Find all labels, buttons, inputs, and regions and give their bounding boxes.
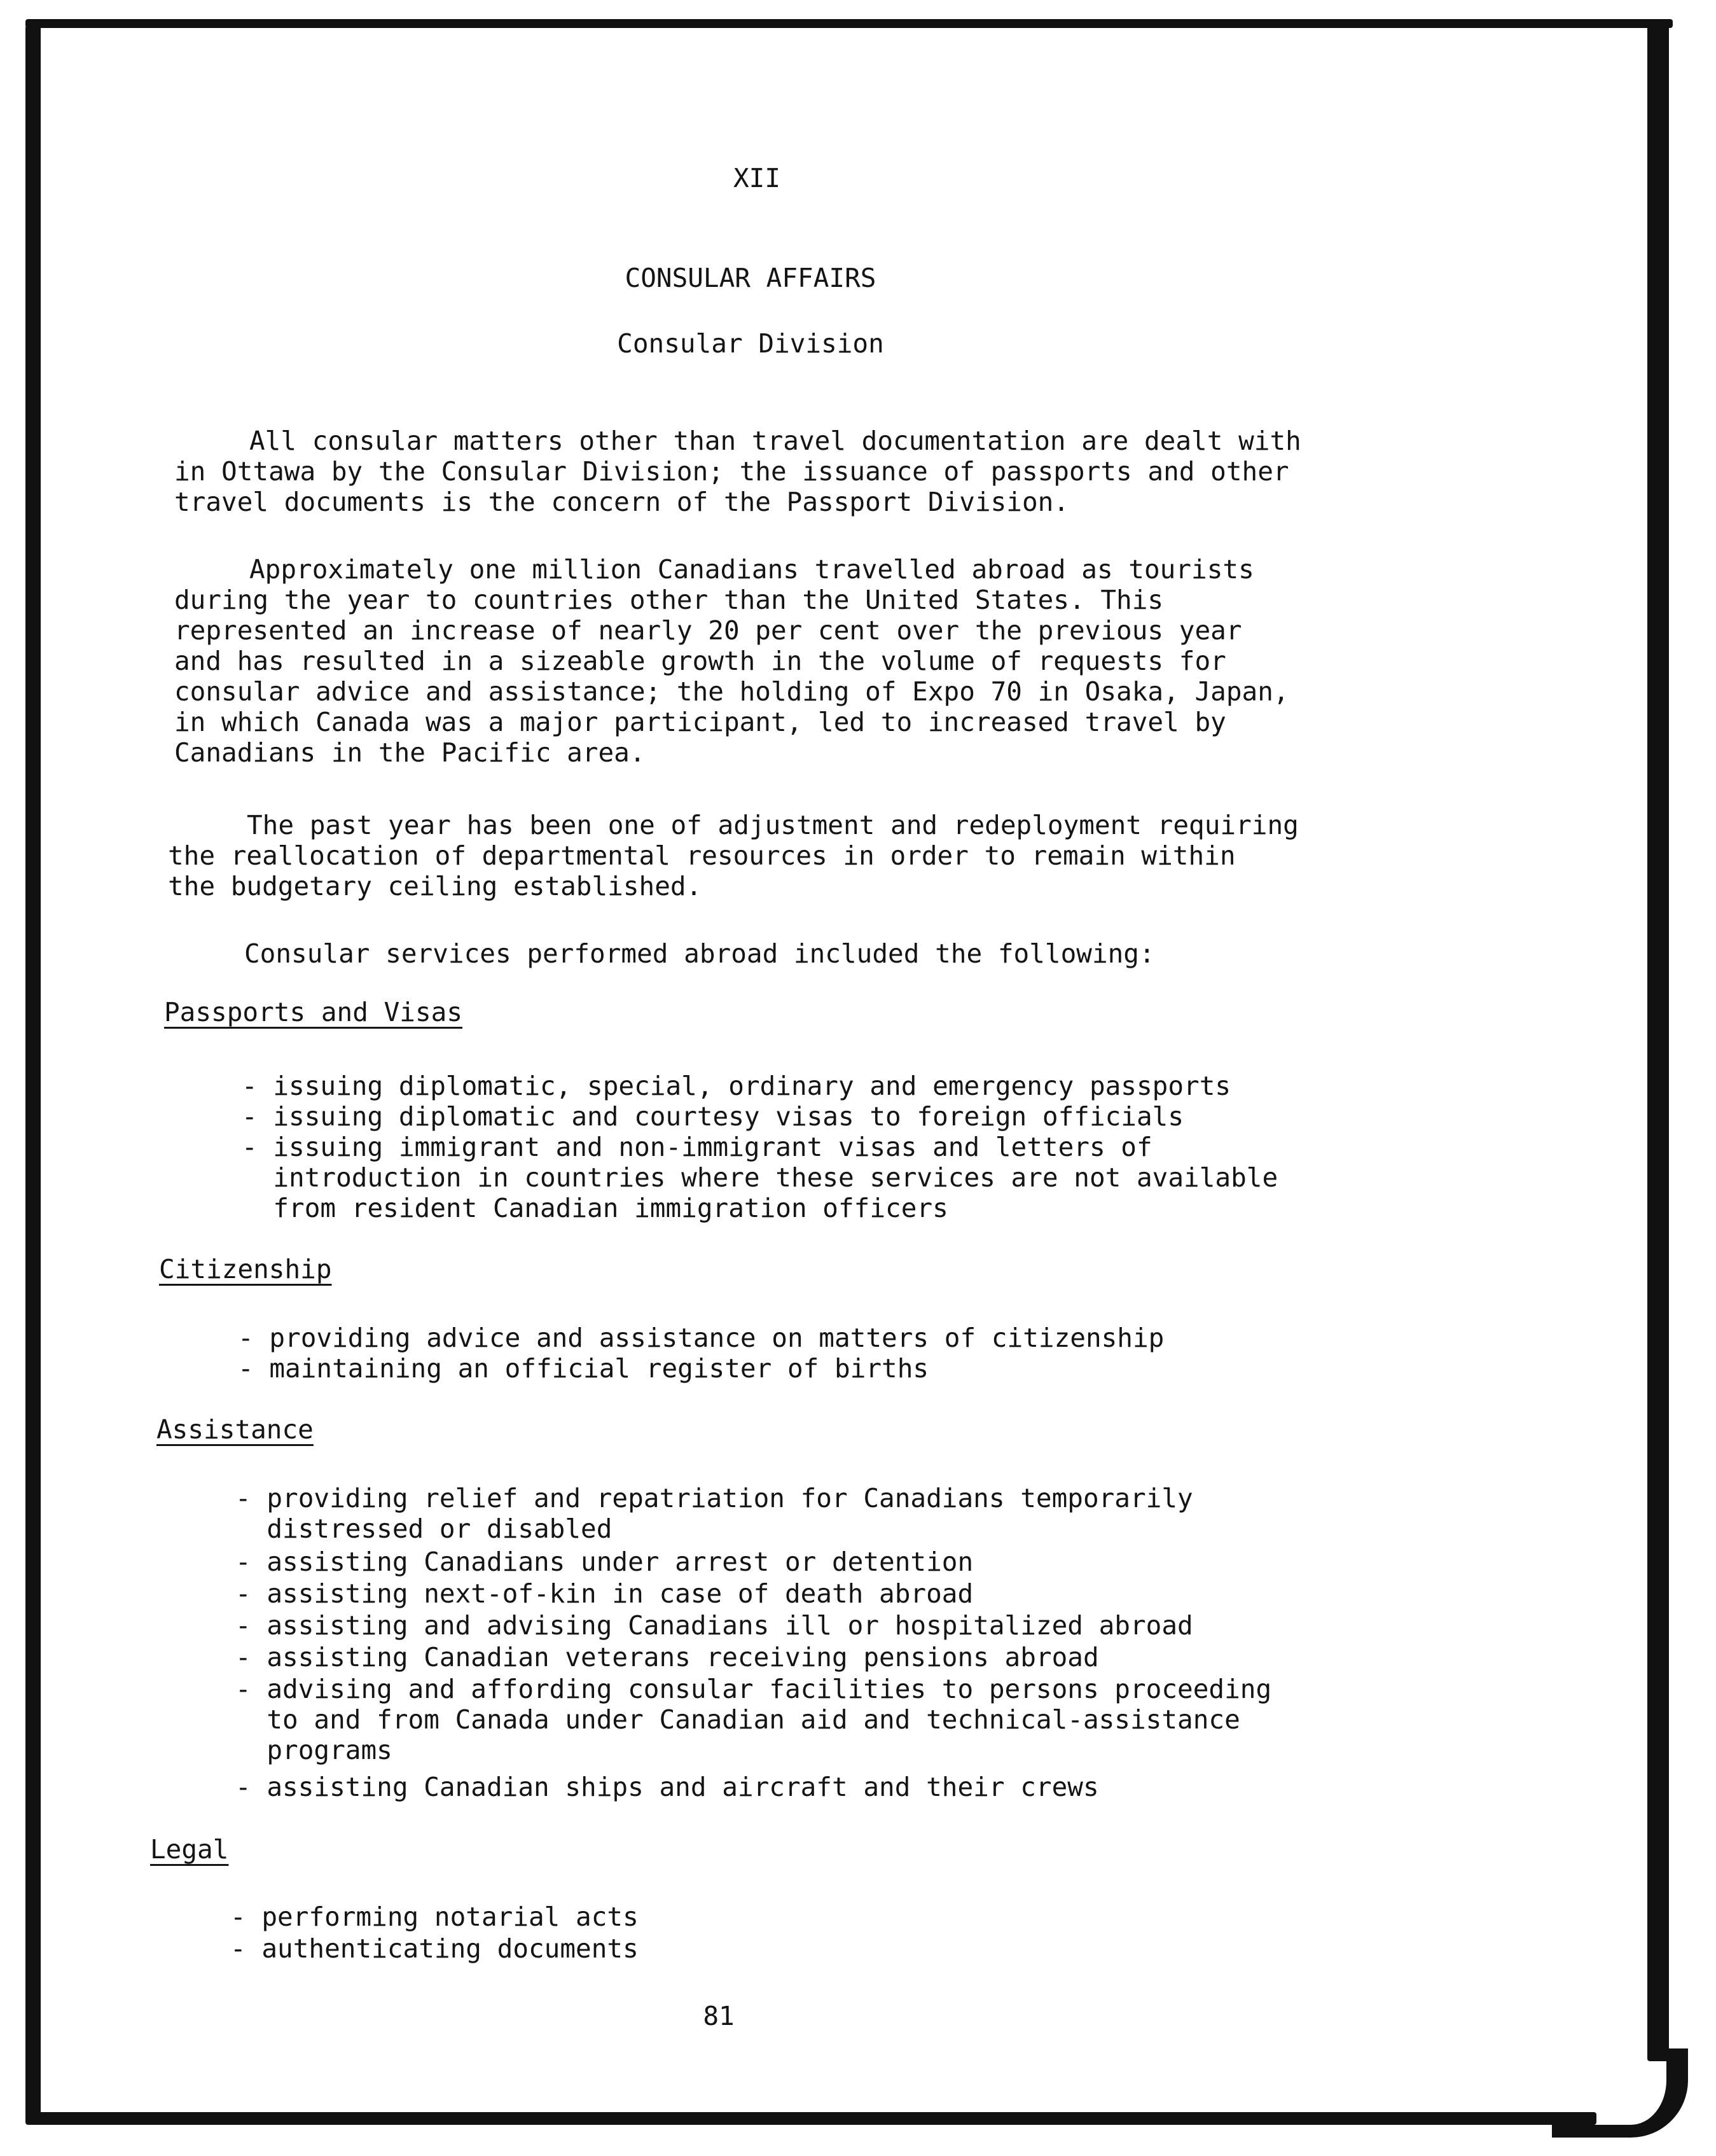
section-heading-citizenship: Citizenship xyxy=(159,1254,332,1284)
list-item-continued: from resident Canadian immigration officers xyxy=(242,1193,948,1223)
list-item: - assisting Canadian ships and aircraft and their crews xyxy=(235,1772,1099,1802)
list-item-continued: distressed or disabled xyxy=(235,1513,612,1544)
paragraph-line: in Ottawa by the Consular Division; the issuance of passports and other xyxy=(174,456,1289,487)
page-border-corner xyxy=(1552,2048,1688,2138)
page-border-right xyxy=(1647,25,1669,2061)
list-item: - issuing diplomatic, special, ordinary and emergency passports xyxy=(242,1071,1231,1101)
paragraph-line: Canadians in the Pacific area. xyxy=(174,737,646,768)
list-item: - maintaining an official register of births xyxy=(238,1353,929,1384)
page-border-top xyxy=(25,19,1673,28)
paragraph-line: The past year has been one of adjustment and redeployment requiring xyxy=(247,810,1299,840)
list-item: - issuing diplomatic and courtesy visas to foreign officials xyxy=(242,1101,1184,1132)
list-item-continued: to and from Canada under Canadian aid and technical-assistance xyxy=(235,1704,1240,1735)
paragraph-line: the budgetary ceiling established. xyxy=(168,871,702,901)
section-heading-legal: Legal xyxy=(150,1834,229,1865)
page-title: CONSULAR AFFAIRS xyxy=(625,263,876,293)
page-subtitle: Consular Division xyxy=(617,328,884,359)
paragraph-line: travel documents is the concern of the Passport Division. xyxy=(174,487,1069,517)
paragraph-line: consular advice and assistance; the holding of Expo 70 in Osaka, Japan, xyxy=(174,676,1289,707)
page-border-bottom xyxy=(25,2112,1596,2125)
page-border-left xyxy=(25,25,41,2122)
paragraph-line: Approximately one million Canadians travelled abroad as tourists xyxy=(249,554,1254,585)
list-item: - authenticating documents xyxy=(230,1933,639,1964)
list-item-continued: programs xyxy=(235,1735,392,1765)
list-item: - assisting Canadian veterans receiving pensions abroad xyxy=(235,1642,1099,1673)
list-item: - assisting Canadians under arrest or detention xyxy=(235,1547,974,1577)
page-number: 81 xyxy=(703,2001,735,2031)
section-heading-passports-visas: Passports and Visas xyxy=(164,997,462,1027)
list-item: - assisting and advising Canadians ill or hospitalized abroad xyxy=(235,1610,1193,1641)
paragraph-line: the reallocation of departmental resources in order to remain within xyxy=(168,840,1236,871)
section-heading-assistance: Assistance xyxy=(156,1414,314,1445)
paragraph-line: during the year to countries other than the United States. This xyxy=(174,585,1164,615)
list-item: - issuing immigrant and non-immigrant visas and letters of xyxy=(242,1132,1152,1162)
chapter-number: XII xyxy=(733,163,781,193)
paragraph-line: in which Canada was a major participant, led to increased travel by xyxy=(174,707,1226,737)
paragraph-line: Consular services performed abroad included the following: xyxy=(244,938,1155,969)
list-item: - providing advice and assistance on matters of citizenship xyxy=(238,1323,1165,1353)
paragraph-line: All consular matters other than travel documentation are dealt with xyxy=(249,426,1301,456)
paragraph-line: and has resulted in a sizeable growth in the volume of requests for xyxy=(174,646,1226,676)
list-item: - advising and affording consular facilities to persons proceeding xyxy=(235,1674,1272,1704)
list-item-continued: introduction in countries where these services are not available xyxy=(242,1162,1278,1193)
list-item: - performing notarial acts xyxy=(230,1902,639,1932)
paragraph-line: represented an increase of nearly 20 per cent over the previous year xyxy=(174,615,1242,646)
list-item: - providing relief and repatriation for Canadians temporarily xyxy=(235,1483,1193,1513)
list-item: - assisting next-of-kin in case of death abroad xyxy=(235,1578,974,1609)
